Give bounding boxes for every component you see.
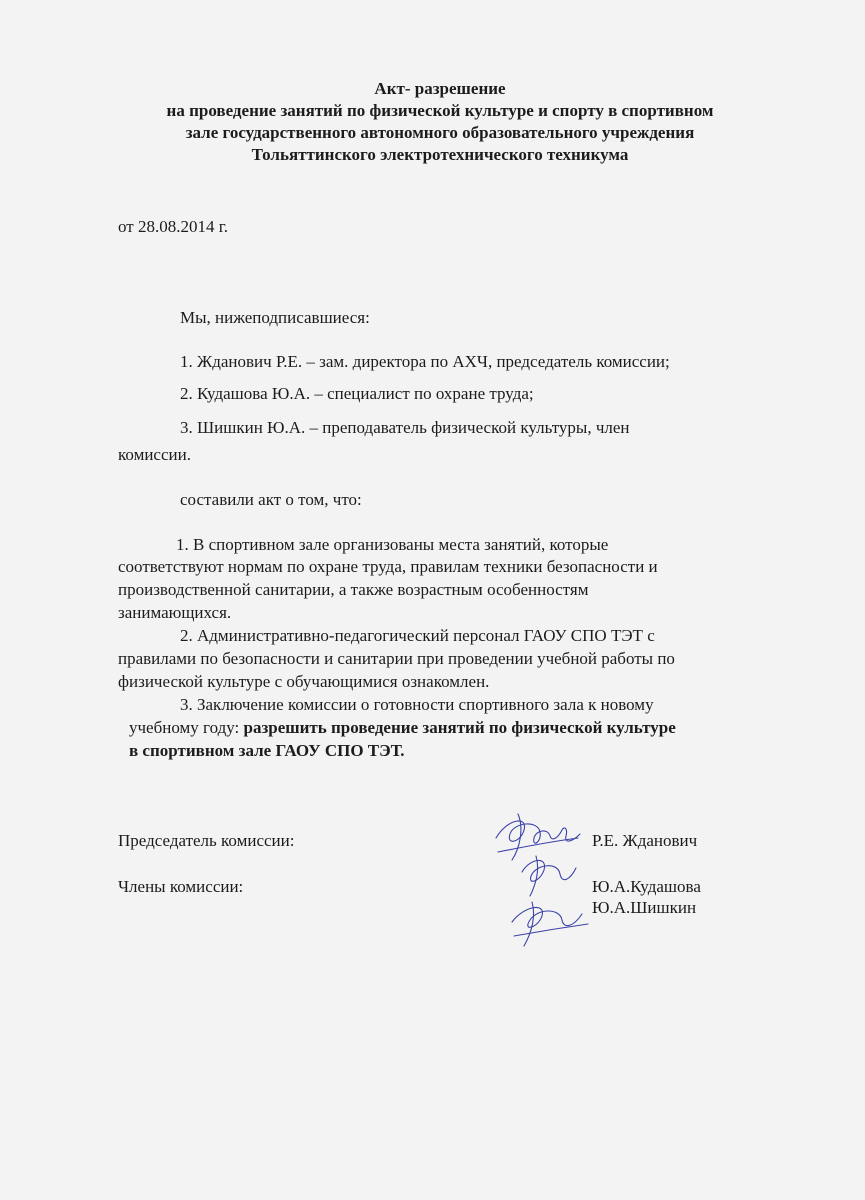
member-1: 1. Жданович Р.Е. – зам. директора по АХЧ, председатель комиссии;: [180, 352, 670, 371]
members-label: Члены комиссии:: [118, 877, 244, 896]
item-1-line-4: занимающихся.: [118, 603, 232, 622]
title-line-1: Акт- разрешение: [374, 79, 506, 98]
member-2: 2. Кудашова Ю.А. – специалист по охране труда;: [180, 384, 534, 403]
member-1-name: Ю.А.Кудашова: [592, 877, 701, 896]
member-3-line-1: 3. Шишкин Ю.А. – преподаватель физической культуры, член: [180, 418, 630, 437]
chair-label: Председатель комиссии:: [118, 831, 295, 850]
item-3-line-2: [129, 718, 676, 738]
title-line-2: на проведение занятий по физической культуре и спорту в спортивном: [166, 101, 714, 120]
item-3-plain: учебному году:: [129, 718, 244, 737]
member-3-line-2: комиссии.: [118, 445, 191, 464]
item-2-line-3: физической культуре с обучающимися ознакомлен.: [118, 672, 490, 691]
members-signature-icon: [502, 852, 592, 952]
item-2-line-2: правилами по безопасности и санитарии при проведении учебной работы по: [118, 649, 675, 668]
item-1-line-2: соответствуют нормам по охране труда, правилам техники безопасности и: [118, 557, 658, 576]
item-1-line-1: 1. В спортивном зале организованы места занятий, которые: [176, 535, 609, 554]
compiled-text: составили акт о том, что:: [180, 490, 362, 509]
intro-text: Мы, нижеподписавшиеся:: [180, 308, 370, 327]
chair-name: Р.Е. Жданович: [592, 831, 698, 850]
document-title: [110, 78, 770, 166]
item-1-line-3: производственной санитарии, а также возрастным особенностям: [118, 580, 589, 599]
item-3-line-1: 3. Заключение комиссии о готовности спортивного зала к новому: [180, 695, 654, 714]
member-2-name: Ю.А.Шишкин: [592, 898, 697, 917]
title-line-4: Тольяттинского электротехнического техникума: [251, 145, 629, 164]
item-3-line-3: в спортивном зале ГАОУ СПО ТЭТ.: [129, 741, 405, 760]
title-line-3: зале государственного автономного образовательного учреждения: [185, 123, 695, 142]
item-2-line-1: 2. Административно-педагогический персонал ГАОУ СПО ТЭТ с: [180, 626, 655, 645]
item-3-decision: разрешить проведение занятий по физической культуре: [243, 718, 676, 737]
document-date: от 28.08.2014 г.: [118, 217, 229, 236]
